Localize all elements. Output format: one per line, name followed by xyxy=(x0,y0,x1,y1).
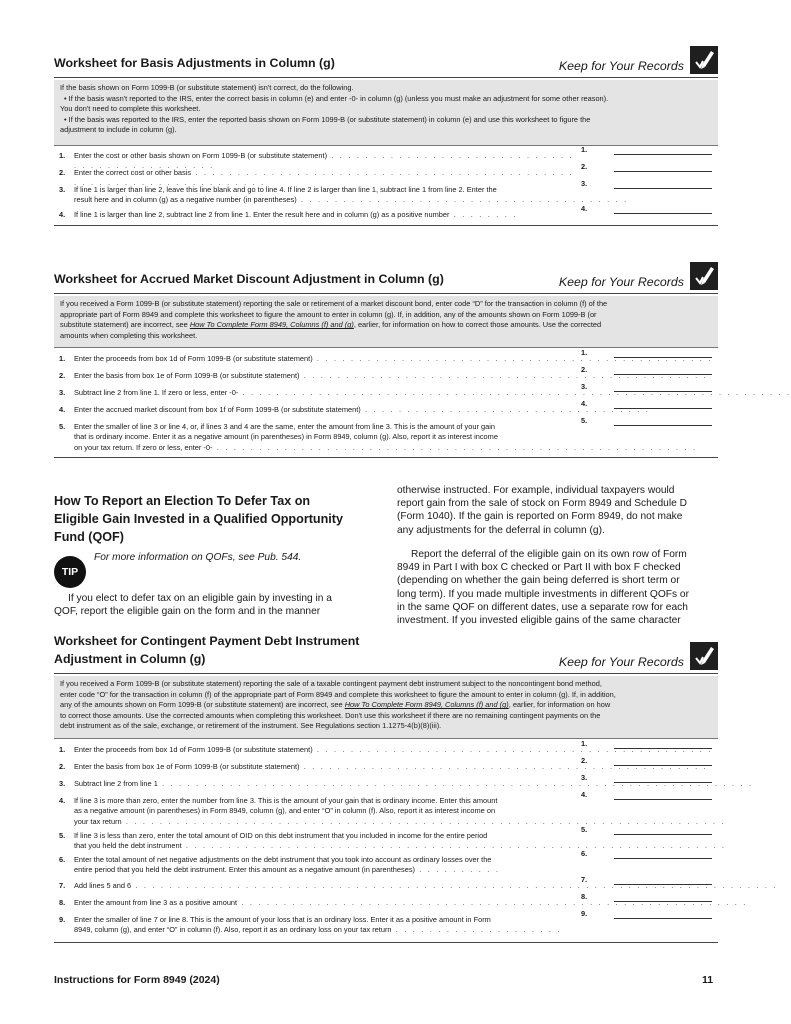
tip-text: For more information on QOFs, see Pub. 544. xyxy=(94,552,302,563)
ws3-intro-line: enter code “O” for the transaction in column (f) of the appropriate part of Form 8949 and complete this worksheet to figure the amount to enter in column (g). If, in addition, xyxy=(60,689,616,699)
amount-field[interactable] xyxy=(614,162,712,172)
heading-line: Fund (QOF) xyxy=(54,530,124,544)
amount-field[interactable] xyxy=(614,382,712,392)
line-text: Subtract line 2 from line 1 xyxy=(74,779,158,788)
heading-line: Eligible Gain Invested in a Qualified Opportunity xyxy=(54,512,343,526)
line-text: that is ordinary income. Enter it as a negative amount (in parentheses) in Form 8949, column (g). Also, report it as interest income xyxy=(74,432,498,442)
line-label: 9. xyxy=(581,908,588,918)
pencil-check-icon xyxy=(690,642,718,670)
pencil-check-icon xyxy=(690,262,718,290)
line-text: Enter the total amount of net negative adjustments on the debt instrument that you took into account as ordinary losses over the xyxy=(74,855,492,864)
para-line: 8949 in Part I with box C checked or Part II with box F checked xyxy=(397,562,681,574)
line-text: If line 1 is larger than line 2, subtract line 2 from line 1. Enter the result here and in column (g) as a positive number xyxy=(74,210,450,219)
line-label: 4. xyxy=(581,789,588,799)
line-number: 1. xyxy=(59,354,66,363)
para-line: otherwise instructed. For example, individual taxpayers would xyxy=(397,485,675,496)
amount-field[interactable] xyxy=(614,145,712,155)
amount-field[interactable] xyxy=(614,825,712,835)
ws1-intro-line: adjustment to include in column (g). xyxy=(60,125,177,135)
para-line: Report the deferral of the eligible gain on its own row of Form xyxy=(411,549,687,560)
line-number: 3. xyxy=(59,185,66,194)
line-text: Enter the smaller of line 7 or line 8. This is the amount of your loss that is an ordinary loss. Enter it as a positive amount in Form xyxy=(74,915,491,924)
line-label: 6. xyxy=(581,848,588,858)
amount-field[interactable] xyxy=(614,756,712,766)
ws3-title xyxy=(54,633,359,669)
para-line: any adjustments for the deferral in column (g). xyxy=(397,524,605,536)
amount-field[interactable] xyxy=(614,909,712,919)
ws3-intro xyxy=(54,676,718,739)
line-label: 5. xyxy=(581,824,588,834)
line-number: 2. xyxy=(59,168,66,177)
ws1-intro-line: If the basis shown on Form 1099-B (or substitute statement) isn't correct, do the following. xyxy=(60,83,354,92)
ws3-intro-line: debt instrument as of the sale, exchange, or retirement of the instrument. See Regulations section 1.1275-4(b)(8)(iii). xyxy=(60,721,442,731)
para-line: QOF, report the eligible gain on the form and in the manner xyxy=(54,606,321,618)
para-line: report gain from the sale of stock on Form 8949 and Schedule D xyxy=(397,498,687,510)
amount-field[interactable] xyxy=(614,875,712,885)
ws2-keep-label: Keep for Your Records xyxy=(558,275,684,289)
amount-field[interactable] xyxy=(614,773,712,783)
line-label: 3. xyxy=(581,772,588,782)
ws1-intro-line: You don't need to complete this worksheet. xyxy=(60,104,201,114)
line-number: 6. xyxy=(59,855,66,864)
line-text: entire period that you held the debt instrument. Enter this amount as a negative amount (in parentheses) xyxy=(74,865,415,875)
line-text: on your tax return. If zero or less, enter -0- xyxy=(74,442,213,452)
line-label: 4. xyxy=(581,398,588,408)
line-label: 2. xyxy=(581,755,588,765)
line-number: 5. xyxy=(59,831,66,840)
instructions-link[interactable]: How To Complete Form 8949, Columns (f) and (g) xyxy=(344,700,509,710)
ws3-title-line: Worksheet for Contingent Payment Debt Instrument xyxy=(54,634,360,649)
para-line: long term). If you made multiple investments in different QOFs or xyxy=(397,588,689,600)
line-label: 1. xyxy=(581,144,588,154)
ws2-title: Worksheet for Accrued Market Discount Adjustment in Column (g) xyxy=(54,272,444,287)
line-text: If line 3 is less than zero, enter the total amount of OID on this debt instrument that you included in income for the entire period xyxy=(74,831,488,840)
ws2-intro-line: substitute statement) are incorrect, see xyxy=(60,320,190,330)
line-text: result here and in column (g) as a negative number (in parentheses) xyxy=(74,195,297,205)
line-number: 2. xyxy=(59,371,66,380)
line-label: 7. xyxy=(581,874,588,884)
line-number: 4. xyxy=(59,405,66,414)
ws1-intro-line: • If the basis wasn't reported to the IRS, enter the correct basis in column (e) and enter -0- in column (g) (unless you must make an adjustment for some other reason). xyxy=(64,93,609,103)
ws2-intro-line: If you received a Form 1099-B (or substitute statement) reporting the sale or retirement of a market discount bond, enter code “D” for the transaction in column (f) of the xyxy=(60,299,608,308)
line-number: 7. xyxy=(59,881,66,890)
para-line: If you elect to defer tax on an eligible gain by investing in a xyxy=(68,593,332,604)
line-label: 8. xyxy=(581,891,588,901)
line-text: Enter the basis from box 1e of Form 1099-B (or substitute statement) xyxy=(74,762,300,771)
line-text: If line 3 is more than zero, enter the number from line 3. This is the amount of your gain that is ordinary income. Enter this amount xyxy=(74,796,498,805)
line-label: 3. xyxy=(581,178,588,188)
para-line: in the same QOF on different dates, use a separate row for each xyxy=(397,601,688,613)
ws1-intro-line: • If the basis was reported to the IRS, enter the reported basis shown on Form 1099-B (or substitute statement) in column (e) and use this worksheet to figure the xyxy=(64,114,591,124)
line-text: Enter the proceeds from box 1d of Form 1099-B (or substitute statement) xyxy=(74,354,313,363)
ws3-intro-line: to correct those amounts. Use the corrected amounts when completing this worksheet. Don't use this worksheet if there are no remaining contingent payments on the xyxy=(60,710,601,720)
amount-field[interactable] xyxy=(614,892,712,902)
amount-field[interactable] xyxy=(614,416,712,426)
line-number: 4. xyxy=(59,796,66,805)
line-text: that you held the debt instrument xyxy=(74,841,182,851)
line-text: Enter the amount from line 3 as a positive amount xyxy=(74,898,238,907)
line-label: 3. xyxy=(581,381,588,391)
ws2-intro-line: , earlier, for information on how to correct those amounts. Use the corrected xyxy=(353,320,602,330)
qof-right-paragraph-2 xyxy=(397,548,719,627)
ws2-lines: 1. Enter the proceeds from box 1d of Form 1099-B (or substitute statement) . . . . . . . . . . . . . . . . . . . . . . . . . . . . . . . . . . . . . . . . . . . . . . . 1. 2. Enter the basis from box 1e of Form 1099-B (or substitute statement) . . . . . . . . . . . . . . . . . . . . . . . . . . . . . . . . . . . . . . . . . . . . . . . . 2. 3. Subtract line 2 from line 1. If zero or less, enter -0- . . . . . . . . . . . . . . . . . . . . . . . . . . . . . . . . . . . . . . . . . . . . . . . . . . . . . . . . . . . . . . . . . 3. 4. Enter the accrued market discount from box 1f of Form 1099-B (or substitute statement) . . . . . . . . . . . . . . . . . . . . . . . . . . . . . . . . . . 4. 5. Enter the smaller of line 3 or line 4, or, if lines 3 and 4 are the same, enter the amount from line 3. This is the amount of your gain that is ordinary income. Enter it as a negative amount (in parentheses) in Form 8949, column (g). Also, report it as interest income on your tax return. If zero or less, enter -0- . . . . . . . . . . . . . . . . . . . . . . . . . . . . . . . . . . . . . . . . . . . . . . . . . . . . . . . . . 5. xyxy=(54,350,718,458)
line-label: 5. xyxy=(581,415,588,425)
line-text: Enter the basis from box 1e of Form 1099-B (or substitute statement) xyxy=(74,371,300,380)
amount-field[interactable] xyxy=(614,739,712,749)
line-text: 8949, column (g), and enter “O” in column (f). Also, report it as an ordinary loss on your tax return xyxy=(74,925,392,935)
ws1-intro xyxy=(54,80,718,146)
ws3-intro-line: , earlier, for information on how xyxy=(508,700,611,710)
line-text: Enter the proceeds from box 1d of Form 1099-B (or substitute statement) xyxy=(74,745,313,754)
line-text: as a negative amount (in parentheses) in Form 8949, column (g), and enter “O” in column (f). Also, report it as interest income on xyxy=(74,806,496,816)
line-text: Enter the accrued market discount from box 1f of Form 1099-B (or substitute statement) xyxy=(74,405,361,414)
amount-field[interactable] xyxy=(614,204,712,214)
line-number: 8. xyxy=(59,898,66,907)
line-number: 2. xyxy=(59,762,66,771)
qof-left-paragraph xyxy=(54,592,364,618)
line-label: 2. xyxy=(581,364,588,374)
amount-field[interactable] xyxy=(614,365,712,375)
line-number: 1. xyxy=(59,745,66,754)
ws3-lines: 1. Enter the proceeds from box 1d of Form 1099-B (or substitute statement) . . . . . . . . . . . . . . . . . . . . . . . . . . . . . . . . . . . . . . . . . . . . . . . 1. 2. Enter the basis from box 1e of Form 1099-B (or substitute statement) . . . . . . . . . . . . . . . . . . . . . . . . . . . . . . . . . . . . . . . . . . . . . . . . 2. 3. Subtract line 2 from line 1 . . . . . . . . . . . . . . . . . . . . . . . . . . . . . . . . . . . . . . . . . . . . . . . . . . . . . . . . . . . . . . . . . . . . . . 3. 4. If line 3 is more than zero, enter the number from line 3. This is the amount of your gain that is ordinary income. Enter this amount as a negative amount (in parentheses) in Form 8949, column (g), and enter “O” in column (f). Also, report it as interest income on your tax return . . . . . . . . . . . . . . . . . . . . . . . . . . . . . . . . . . . . . . . . . . . . . . . . . . . . . . . . . . . . . . . . . . . . . . . 4. 5. If line 3 is less than zero, enter the total amount of OID on this debt instrument that you included in income for the entire period that you held the debt instrument . . . . . . . . . . . . . . . . . . . . . . . . . . . . . . . . . . . . . . . . . . . . . . . . . . . . . . . . . . . . . . . . 5. 6. Enter the total amount of net negative adjustments on the debt instrument that you took into account as ordinary losses over the entire period that you held the debt instrument. Enter this amount as a negative amount (in parentheses) . . . . . . . . . . 6. 7. Add lines 5 and 6 . . . . . . . . . . . . . . . . . . . . . . . . . . . . . . . . . . . . . . . . . . . . . . . . . . . . . . . . . . . . . . . . . . . . . . . . . . . . 7. 8. Enter the amount from line 3 as a positive amount . . . . . . . . . . . . . . . . . . . . . . . . . . . . . . . . . . . . . . . . . . . . . . . . . . . . . . . . . . . . 8. 9. Enter the smaller of line 7 or line 8. This is the amount of your loss that is an ordinary loss. Enter it as a positive amount in Form 8949, column (g), and enter “O” in column (f). Also, report it as an ordinary loss on your tax return . . . . . . . . . . . . . . . . . . . . 9. xyxy=(54,741,718,943)
ws2-header xyxy=(54,268,718,294)
pencil-check-icon xyxy=(690,46,718,74)
amount-field[interactable] xyxy=(614,348,712,358)
line-label: 1. xyxy=(581,738,588,748)
ws3-header xyxy=(54,632,718,674)
amount-field[interactable] xyxy=(614,399,712,409)
line-text: Enter the correct cost or other basis xyxy=(74,168,192,177)
line-number: 3. xyxy=(59,388,66,397)
heading-line: How To Report an Election To Defer Tax on xyxy=(54,494,311,508)
para-line: (depending on whether the gain being deferred is short term or xyxy=(397,575,680,587)
line-text: your tax return xyxy=(74,816,122,826)
amount-field[interactable] xyxy=(614,790,712,800)
ws1-lines: 1. Enter the cost or other basis shown on Form 1099-B (or substitute statement) . . . . . . . . . . . . . . . . . . . . . . . . . . . . . . . . . . . . . . . . . . . . . . 1. 2. Enter the correct cost or other basis . . . . . . . . . . . . . . . . . . . . . . . . . . . . . . . . . . . . . . . . . . . . . . . . . . . . . . . . . . . . . . . . . . . . 2. 3. If line 1 is larger than line 2, leave this line blank and go to line 4. If line 2 is larger than line 1, subtract line 1 from line 2. Enter the result here and in column (g) as a negative number (in parentheses) . . . . . . . . . . . . . . . . . . . . . . . . . . . . . . . . . . . . . . . 3. 4. If line 1 is larger than line 2, subtract line 2 from line 1. Enter the result here and in column (g) as a positive number . . . . . . . . 4. xyxy=(54,148,718,226)
ws3-intro-line: any of the amounts shown on Form 1099-B (or substitute statement) are incorrect, see xyxy=(60,700,345,710)
ws1-title: Worksheet for Basis Adjustments in Column (g) xyxy=(54,56,335,71)
line-text: Enter the smaller of line 3 or line 4, or, if lines 3 and 4 are the same, enter the amount from line 3. This is the amount of your gain xyxy=(74,422,495,431)
page-number: 11 xyxy=(702,974,714,986)
para-line: investment. If you invested eligible gains of the same character xyxy=(397,615,681,627)
amount-field[interactable] xyxy=(614,179,712,189)
ws3-keep-label: Keep for Your Records xyxy=(558,655,684,669)
line-number: 1. xyxy=(59,151,66,160)
tip-badge: TIP xyxy=(54,556,86,588)
ws2-intro xyxy=(54,296,718,348)
para-line: (Form 1040). If the gain is reported on Form 8949, do not make xyxy=(397,511,683,523)
line-number: 3. xyxy=(59,779,66,788)
line-number: 5. xyxy=(59,422,66,431)
line-label: 4. xyxy=(581,203,588,213)
ws2-intro-line: amounts when completing this worksheet. xyxy=(60,330,198,340)
ws1-keep-label: Keep for Your Records xyxy=(558,59,684,73)
line-text: If line 1 is larger than line 2, leave this line blank and go to line 4. If line 2 is larger than line 1, subtract line 1 from line 2. Enter the xyxy=(74,185,497,194)
instructions-link[interactable]: How To Complete Form 8949, Columns (f) and (g) xyxy=(189,320,354,330)
line-number: 9. xyxy=(59,915,66,924)
ws3-title-line: Adjustment in Column (g) xyxy=(54,652,206,667)
footer-form-title: Instructions for Form 8949 (2024) xyxy=(54,974,220,986)
qof-right-paragraph-1 xyxy=(397,484,719,537)
ws3-intro-line: If you received a Form 1099-B (or substitute statement) reporting the sale of a taxable contingent payment debt instrument subject to the noncontingent bond method, xyxy=(60,679,602,688)
qof-heading xyxy=(54,492,364,546)
ws2-intro-line: appropriate part of Form 8949 and complete this worksheet to figure the amount to enter in column (g). If, in addition, any of the amounts shown on Form 1099-B (or xyxy=(60,309,597,319)
ws1-header xyxy=(54,52,718,78)
line-text: Subtract line 2 from line 1. If zero or less, enter -0- xyxy=(74,388,239,397)
line-text: Enter the cost or other basis shown on Form 1099-B (or substitute statement) xyxy=(74,151,328,160)
line-text: Add lines 5 and 6 xyxy=(74,881,132,890)
line-label: 1. xyxy=(581,347,588,357)
amount-field[interactable] xyxy=(614,849,712,859)
line-label: 2. xyxy=(581,161,588,171)
line-number: 4. xyxy=(59,210,66,219)
